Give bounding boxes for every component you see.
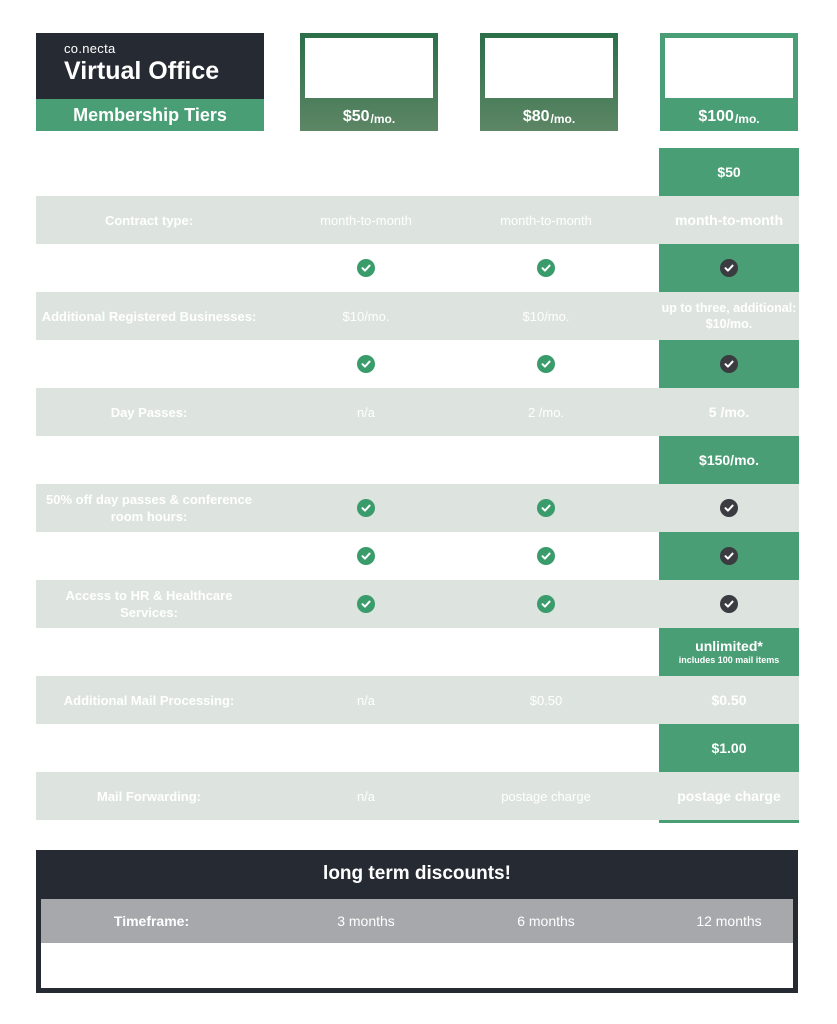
row-label-cell [36, 340, 262, 388]
cell-value: $0.50 [711, 691, 747, 708]
row-label-cell [36, 292, 262, 340]
check-circle-icon [357, 259, 375, 277]
tier-image-placeholder [305, 38, 433, 98]
check-circle-icon [357, 355, 375, 373]
row-label-cell [36, 580, 262, 628]
tier2-cell [476, 388, 616, 436]
tier3-cell [659, 532, 799, 580]
row-label: Contract type: [104, 212, 194, 228]
tier2-cell [476, 484, 616, 532]
row-label: Additional Registered Businesses: [41, 308, 257, 324]
tier-image-placeholder [665, 38, 793, 98]
tier3-cell [659, 244, 799, 292]
row-label-cell [36, 436, 262, 484]
table-row [36, 628, 799, 676]
tier3-cell [659, 148, 799, 196]
tier1-cell [296, 388, 436, 436]
tier1-cell [296, 772, 436, 820]
row-label-cell [36, 196, 262, 244]
tier1-cell [296, 196, 436, 244]
cell-value: postage charge [677, 787, 781, 804]
row-label-cell [36, 724, 262, 772]
discount-title: long term discounts! [323, 863, 511, 884]
check-circle-icon [357, 595, 375, 613]
timeframe-3-months: 3 months [337, 913, 395, 929]
cell-value: $150/mo. [699, 451, 759, 468]
tier1-cell [296, 340, 436, 388]
row-label-cell [36, 388, 262, 436]
tier1-cell [296, 292, 436, 340]
row-label: Mail Forwarding: [97, 788, 201, 804]
company-name: co.necta [64, 41, 116, 56]
tier2-cell [476, 196, 616, 244]
check-circle-icon [537, 355, 555, 373]
tier3-cell [659, 628, 799, 676]
row-label-cell [36, 628, 262, 676]
cell-value: $50 [717, 163, 741, 180]
product-title: Virtual Office [64, 57, 220, 85]
check-circle-icon [537, 259, 555, 277]
tier3-cell [659, 436, 799, 484]
tier2-cell [476, 436, 616, 484]
row-label-cell [36, 772, 262, 820]
brand-header [36, 33, 264, 99]
cell-value: 5 /mo. [708, 403, 750, 420]
cell-value: n/a [356, 788, 376, 804]
cell-value: $10/mo. [522, 308, 570, 324]
check-circle-icon [537, 499, 555, 517]
cell-value: $1.00 [711, 739, 747, 756]
table-row [36, 148, 799, 196]
table-row [36, 340, 799, 388]
check-circle-icon [357, 499, 375, 517]
table-row [36, 484, 799, 532]
table-row [36, 196, 799, 244]
tier2-cell [476, 148, 616, 196]
tier1-cell [296, 436, 436, 484]
tier-price [665, 98, 793, 126]
table-row [36, 772, 799, 820]
tier1-cell [296, 628, 436, 676]
discount-values-row [41, 943, 793, 988]
cell-value: postage charge [501, 788, 591, 804]
tier-card-premium[interactable] [660, 33, 798, 131]
row-label: 50% off day passes & conference room hours: [46, 492, 252, 524]
cell-value: $10/mo. [342, 308, 390, 324]
tier-price-unit: /mo. [734, 112, 760, 126]
row-label-cell [36, 484, 262, 532]
row-label: Access to HR & Healthcare Services: [65, 588, 233, 620]
tier2-cell [476, 724, 616, 772]
check-circle-icon [720, 499, 738, 517]
tier1-cell [296, 580, 436, 628]
tier3-cell [659, 772, 799, 820]
tier-price-unit: /mo. [370, 112, 396, 126]
table-row [36, 724, 799, 772]
tier2-cell [476, 628, 616, 676]
cell-value: n/a [356, 692, 376, 708]
tier3-cell [659, 484, 799, 532]
check-circle-icon [720, 355, 738, 373]
check-circle-icon [720, 547, 738, 565]
check-circle-icon [357, 547, 375, 565]
tier3-cell [659, 196, 799, 244]
tier2-cell [476, 676, 616, 724]
tier1-cell [296, 484, 436, 532]
page-subtitle: Membership Tiers [36, 99, 264, 131]
table-row [36, 676, 799, 724]
row-label-cell [36, 244, 262, 292]
cell-value: month-to-month [500, 212, 592, 228]
cell-value: month-to-month [320, 212, 412, 228]
tier3-cell [659, 676, 799, 724]
tier-card-basic[interactable] [300, 33, 438, 131]
timeframe-12-months: 12 months [696, 913, 762, 929]
check-circle-icon [537, 547, 555, 565]
discount-header-row [41, 899, 793, 943]
tier-price-amount: $100 [698, 108, 734, 125]
cell-value: n/a [356, 404, 376, 420]
tier1-cell [296, 724, 436, 772]
check-circle-icon [720, 259, 738, 277]
tier2-cell [476, 772, 616, 820]
timeframe-6-months: 6 months [517, 913, 575, 929]
check-circle-icon [537, 595, 555, 613]
brand-block [36, 33, 264, 131]
tier-price [305, 98, 433, 126]
cell-value: month-to-month [674, 211, 784, 228]
tier3-cell [659, 388, 799, 436]
check-circle-icon [720, 595, 738, 613]
table-row [36, 244, 799, 292]
row-label-cell [36, 148, 262, 196]
table-row [36, 388, 799, 436]
cell-note: includes 100 mail items [678, 655, 780, 665]
tier2-cell [476, 292, 616, 340]
tier1-cell [296, 532, 436, 580]
row-label-cell [36, 676, 262, 724]
tier2-cell [476, 580, 616, 628]
tier1-cell [296, 148, 436, 196]
tier3-cell [659, 340, 799, 388]
timeframe-label: Timeframe: [113, 913, 190, 929]
tier-price-unit: /mo. [550, 112, 576, 126]
tier2-cell [476, 244, 616, 292]
table-row [36, 532, 799, 580]
discount-table [36, 850, 798, 993]
table-row [36, 436, 799, 484]
table-row [36, 580, 799, 628]
cell-value: $0.50 [529, 692, 563, 708]
tier3-cell [659, 724, 799, 772]
tier-image-placeholder [485, 38, 613, 98]
tier3-cell [659, 580, 799, 628]
cell-value: unlimited* [695, 638, 763, 654]
row-label-cell [36, 532, 262, 580]
tier-price-amount: $50 [342, 108, 370, 125]
row-label: Additional Mail Processing: [63, 692, 235, 708]
tier1-cell [296, 676, 436, 724]
cell-value: up to three, additional: $10/mo. [661, 301, 797, 331]
tier2-cell [476, 340, 616, 388]
tier3-cell [659, 292, 799, 340]
cell-value: 2 /mo. [527, 404, 565, 420]
tier-price-amount: $80 [522, 108, 550, 125]
tier-card-standard[interactable] [480, 33, 618, 131]
tier2-cell [476, 532, 616, 580]
tier1-cell [296, 244, 436, 292]
tier-price [485, 98, 613, 126]
table-row [36, 292, 799, 340]
row-label: Day Passes: [110, 404, 188, 420]
